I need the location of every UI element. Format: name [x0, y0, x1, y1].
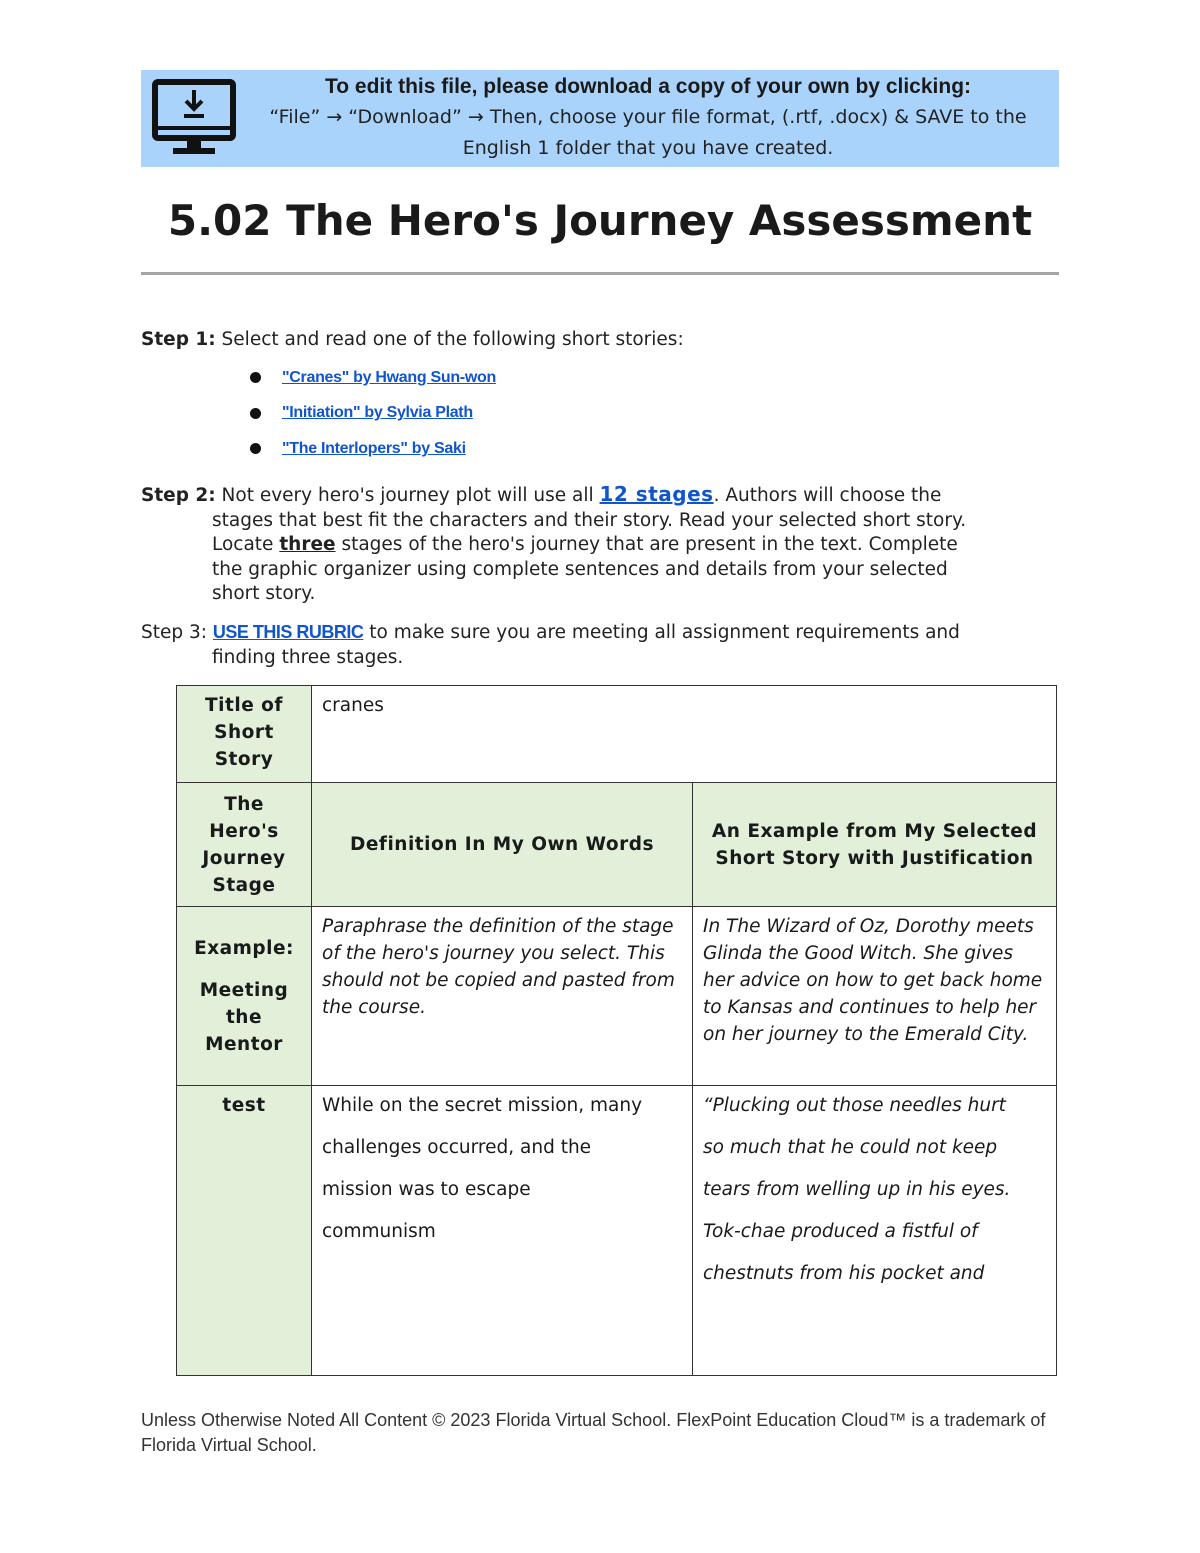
col-2-header: Definition In My Own Words	[312, 783, 693, 907]
link-initiation[interactable]: "Initiation" by Sylvia Plath	[282, 404, 473, 422]
table-row	[177, 907, 1057, 1086]
justification-line: chestnuts from his pocket and	[703, 1263, 985, 1284]
justification-line: “Plucking out those needles hurt	[703, 1095, 1006, 1116]
link-cranes[interactable]: "Cranes" by Hwang Sun-won	[282, 368, 496, 386]
banner-line-2: “File” → “Download” → Then, choose your file format, (.rtf, .docx) & SAVE to the	[269, 106, 1027, 128]
list-item	[250, 360, 496, 396]
table-row	[177, 686, 1057, 783]
col-3-header: An Example from My Selected Short Story with Justification	[693, 783, 1057, 907]
definition-line: While on the secret mission, many	[322, 1095, 643, 1116]
step-2-line-3c: stages of the hero's journey that are present in the text. Complete	[335, 534, 958, 555]
step-1-label: Step 1:	[141, 329, 216, 350]
link-interlopers[interactable]: "The Interlopers" by Saki	[282, 439, 466, 457]
step-3-text: to make sure you are meeting all assignment requirements and	[363, 622, 960, 643]
story-links-list	[250, 360, 496, 467]
table-row	[177, 1086, 1057, 1376]
definition-cell[interactable]	[312, 1086, 693, 1376]
step-3-line-2: finding three stages.	[212, 646, 404, 668]
step-1-text: Select and read one of the following short stories:	[215, 329, 684, 350]
step-3	[141, 620, 960, 670]
step-1	[141, 328, 684, 353]
bullet-icon	[250, 372, 261, 383]
step-2-line-4: the graphic organizer using complete sentences and details from your selected	[212, 558, 948, 580]
stage-cell[interactable]: test	[177, 1086, 312, 1376]
col-1-header: The Hero's Journey Stage	[177, 783, 312, 907]
title-divider	[141, 272, 1059, 275]
graphic-organizer-table	[176, 685, 1057, 1376]
download-monitor-icon	[151, 76, 237, 160]
step-2-label: Step 2:	[141, 485, 216, 506]
step-2-line-3	[141, 533, 966, 558]
title-value-cell[interactable]: cranes	[312, 686, 1057, 783]
definition-line: communism	[322, 1221, 436, 1242]
justification-line: Tok-chae produced a fistful of	[703, 1221, 978, 1242]
step-2-emphasis: three	[279, 534, 336, 555]
example-stage-cell	[177, 907, 312, 1086]
justification-line: so much that he could not keep	[703, 1137, 998, 1158]
link-12-stages[interactable]: 12 stages	[599, 482, 714, 506]
title-label-cell: Title of Short Story	[177, 686, 312, 783]
banner-line-1: To edit this file, please download a copy of your own by clicking:	[324, 75, 972, 98]
link-rubric[interactable]: USE THIS RUBRIC	[212, 622, 364, 642]
step-2-text-b: . Authors will choose the	[713, 485, 942, 506]
step-2-text: Not every hero's journey plot will use all	[215, 485, 600, 506]
download-instructions-banner	[141, 70, 1059, 167]
table-row	[177, 783, 1057, 907]
justification-cell[interactable]	[693, 1086, 1057, 1376]
list-item	[250, 431, 496, 467]
definition-line: mission was to escape	[322, 1179, 531, 1200]
justification-line: tears from welling up in his eyes.	[703, 1179, 1011, 1200]
bullet-icon	[250, 408, 261, 419]
page-title: 5.02 The Hero's Journey Assessment	[167, 196, 1033, 245]
list-item	[250, 396, 496, 432]
copyright-footer: Unless Otherwise Noted All Content © 2023 Florida Virtual School. FlexPoint Education Cloud™ is a trademark of Florida Virtual School.	[141, 1410, 1046, 1455]
example-justification-cell: In The Wizard of Oz, Dorothy meets Glinda the Good Witch. She gives her advice on how to get back home to Kansas and continues to help her on her journey to the Emerald City.	[693, 907, 1057, 1086]
definition-line: challenges occurred, and the	[322, 1137, 592, 1158]
example-label: Example:	[194, 937, 294, 959]
example-definition-cell: Paraphrase the definition of the stage of the hero's journey you select. This should not be copied and pasted from the course.	[312, 907, 693, 1086]
banner-line-3: English 1 folder that you have created.	[462, 137, 834, 159]
step-2-line-5: short story.	[212, 583, 316, 604]
bullet-icon	[250, 443, 261, 454]
example-stage: Meeting the Mentor	[199, 979, 289, 1055]
step-2-line-3a: Locate	[212, 534, 280, 555]
step-2	[141, 482, 966, 607]
step-2-line-2: stages that best fit the characters and their story. Read your selected short story.	[212, 509, 967, 531]
step-3-label: Step 3:	[141, 622, 213, 643]
